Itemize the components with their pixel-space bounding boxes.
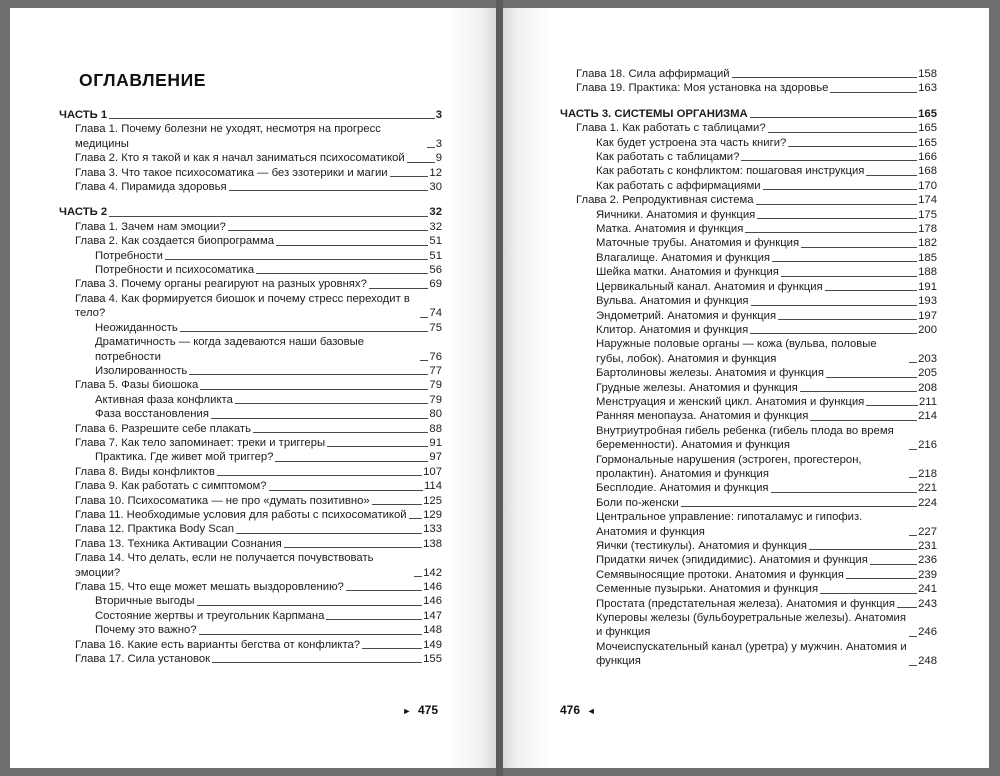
toc-entry-page: 9 bbox=[435, 152, 442, 165]
toc-entry bbox=[560, 640, 937, 669]
toc-entry-page: 165 bbox=[918, 107, 937, 120]
toc-entry bbox=[59, 321, 442, 335]
toc-entry-page: 203 bbox=[918, 352, 937, 365]
toc-entry bbox=[560, 366, 937, 380]
toc-entry bbox=[59, 335, 442, 364]
toc-entry-page: 165 bbox=[918, 136, 937, 149]
leader-line bbox=[109, 118, 435, 119]
toc-entry-page: 51 bbox=[429, 235, 442, 248]
toc-entry bbox=[59, 249, 442, 263]
toc-entry-title: ЧАСТЬ 2 bbox=[59, 206, 108, 219]
leader-line bbox=[820, 593, 917, 594]
toc-entry bbox=[560, 208, 937, 222]
toc-entry-title: Драматичность — когда задеваются наши базовые потребности bbox=[95, 336, 364, 363]
toc-entry bbox=[560, 337, 937, 366]
toc-entry-page: 174 bbox=[918, 194, 937, 207]
leader-line bbox=[420, 317, 428, 318]
toc-entry bbox=[59, 479, 442, 493]
toc-entry-page: 200 bbox=[918, 323, 937, 336]
toc-entry-title: Внутриутробная гибель ребенка (гибель плода во время беременности). Анатомия и функция bbox=[596, 424, 894, 452]
toc-entry-title: Глава 1. Почему болезни не уходят, несмотря на прогресс медицины bbox=[75, 123, 381, 150]
leader-line bbox=[778, 319, 917, 320]
leader-line bbox=[253, 432, 428, 433]
toc-entry bbox=[59, 494, 442, 508]
leader-line bbox=[372, 504, 422, 505]
toc-entry bbox=[59, 638, 442, 652]
toc-entry bbox=[560, 236, 937, 250]
toc-entry bbox=[560, 265, 937, 279]
toc-entry bbox=[59, 277, 442, 291]
leader-line bbox=[830, 92, 917, 93]
toc-entry-title: Как будет устроена эта часть книги? bbox=[596, 136, 787, 149]
toc-entry-page: 231 bbox=[918, 540, 937, 552]
toc-entry-title: Боли по-женски bbox=[596, 496, 679, 509]
toc-entry-page: 155 bbox=[423, 653, 442, 666]
toc-entry-title: Глава 1. Как работать с таблицами? bbox=[576, 122, 766, 135]
toc-entry-title: Менструация и женский цикл. Анатомия и функция bbox=[596, 395, 865, 408]
toc-entry bbox=[59, 393, 442, 407]
toc-entry-title: Эндометрий. Анатомия и функция bbox=[596, 309, 777, 322]
leader-line bbox=[771, 492, 918, 493]
toc-entry bbox=[560, 323, 937, 337]
toc-entry-page: 182 bbox=[918, 237, 937, 250]
toc-entry-title: Бесплодие. Анатомия и функция bbox=[596, 482, 769, 495]
leader-line bbox=[369, 288, 429, 289]
toc-entry-page: 178 bbox=[918, 223, 937, 236]
toc-entry-page: 166 bbox=[918, 151, 937, 164]
toc-entry-page: 197 bbox=[918, 309, 937, 322]
toc-entry-page: 236 bbox=[918, 554, 937, 567]
leader-line bbox=[189, 374, 428, 375]
toc-entry-title: Глава 14. Что делать, если не получается почувствовать эмоции? bbox=[75, 552, 374, 579]
toc-entry-title: Вульва. Анатомия и функция bbox=[596, 295, 749, 308]
toc-entry-title: Бартолиновы железы. Анатомия и функция bbox=[596, 367, 824, 380]
toc-entry-page: 77 bbox=[429, 364, 442, 377]
toc-entry bbox=[560, 568, 937, 582]
leader-line bbox=[420, 360, 428, 361]
leader-line bbox=[269, 490, 423, 491]
toc-entry-title: Придатки яичек (эпидидимис). Анатомия и функция bbox=[596, 554, 868, 567]
leader-line bbox=[909, 477, 917, 478]
toc-entry-page: 133 bbox=[423, 523, 442, 536]
toc-entry-title: Матка. Анатомия и функция bbox=[596, 223, 744, 236]
toc-entry-page: 75 bbox=[429, 321, 442, 334]
toc-entry-page: 208 bbox=[918, 381, 937, 394]
toc-entry-title: Куперовы железы (бульбоуретральные железы). Анатомия и функция bbox=[596, 612, 906, 639]
folio-arrow-left-icon: ◄ bbox=[586, 706, 596, 716]
leader-line bbox=[745, 232, 917, 233]
leader-line bbox=[788, 146, 917, 147]
toc-entry-title: ЧАСТЬ 1 bbox=[59, 109, 108, 121]
page-title: ОГЛАВЛЕНИЕ bbox=[79, 70, 207, 90]
leader-line bbox=[846, 578, 917, 579]
toc-entry-page: 168 bbox=[918, 165, 937, 178]
leader-line bbox=[809, 549, 917, 550]
toc-entry-page: 239 bbox=[918, 568, 937, 581]
toc-entry-title: Активная фаза конфликта bbox=[95, 393, 233, 406]
toc-entry-title: Глава 18. Сила аффирмаций bbox=[576, 68, 730, 80]
leader-line bbox=[284, 547, 422, 548]
toc-entry-title: Семенные пузырьки. Анатомия и функция bbox=[596, 583, 819, 596]
toc-entry bbox=[560, 280, 937, 294]
leader-line bbox=[165, 259, 429, 260]
toc-entry bbox=[59, 652, 442, 666]
toc-entry-title: Потребности bbox=[95, 249, 163, 262]
leader-line bbox=[756, 204, 918, 205]
toc-entry-page: 170 bbox=[918, 179, 937, 192]
folio-number: 476 bbox=[560, 703, 581, 717]
leader-line bbox=[681, 506, 918, 507]
toc-entry-title: Глава 3. Что такое психосоматика — без эзотерики и магии bbox=[75, 166, 388, 179]
toc-entry bbox=[560, 294, 937, 308]
leader-line bbox=[346, 590, 422, 591]
folio-number: 475 bbox=[417, 703, 438, 717]
toc-entry-title: Глава 13. Техника Активации Сознания bbox=[75, 537, 282, 550]
toc-entry-title: Глава 7. Как тело запоминает: треки и триггеры bbox=[75, 436, 326, 449]
toc-part-heading bbox=[560, 107, 937, 121]
leader-line bbox=[825, 290, 917, 291]
toc-entry-title: Глава 6. Разрешите себе плакать bbox=[75, 422, 251, 435]
toc-entry bbox=[59, 234, 442, 248]
leader-line bbox=[751, 305, 918, 306]
leader-line bbox=[109, 216, 428, 217]
leader-line bbox=[897, 607, 917, 608]
toc-entry-page: 246 bbox=[918, 626, 937, 639]
leader-line bbox=[229, 190, 429, 191]
leader-line bbox=[909, 535, 917, 536]
toc-entry-page: 80 bbox=[429, 408, 442, 421]
leader-line bbox=[732, 77, 918, 78]
leader-line bbox=[362, 648, 422, 649]
leader-line bbox=[256, 273, 428, 274]
toc-entry-page: 97 bbox=[429, 451, 442, 464]
toc-entry-title: Глава 9. Как работать с симптомом? bbox=[75, 480, 267, 493]
toc-entry-title: Состояние жертвы и треугольник Карпмана bbox=[95, 609, 325, 622]
toc-list-left bbox=[59, 108, 442, 666]
toc-entry bbox=[59, 450, 442, 464]
toc-entry-page: 148 bbox=[423, 624, 442, 637]
toc-entry-title: Яички (тестикулы). Анатомия и функция bbox=[596, 540, 808, 552]
toc-entry-title: Цервикальный канал. Анатомия и функция bbox=[596, 280, 823, 293]
toc-entry-page: 91 bbox=[429, 436, 442, 449]
toc-entry bbox=[560, 81, 937, 95]
toc-entry bbox=[560, 582, 937, 596]
toc-entry-page: 30 bbox=[429, 181, 442, 194]
toc-entry-page: 191 bbox=[918, 280, 937, 293]
toc-entry bbox=[59, 180, 442, 194]
toc-entry-page: 12 bbox=[429, 166, 442, 179]
left-page bbox=[10, 8, 496, 768]
toc-entry-title: Как работать с аффирмациями bbox=[596, 179, 761, 192]
toc-entry-title: Простата (предстательная железа). Анатомия и функция bbox=[596, 597, 896, 610]
toc-entry-title: Глава 2. Кто я такой и как я начал заниматься психосоматикой bbox=[75, 152, 405, 165]
toc-entry-page: 69 bbox=[429, 278, 442, 291]
toc-entry bbox=[560, 179, 937, 193]
toc-entry-title: Глава 4. Пирамида здоровья bbox=[75, 181, 227, 194]
toc-entry-page: 146 bbox=[423, 581, 442, 593]
toc-entry bbox=[560, 164, 937, 178]
toc-entry-title: Глава 4. Как формируется биошок и почему стресс переходит в тело? bbox=[75, 292, 410, 320]
leader-line bbox=[801, 247, 917, 248]
toc-entry bbox=[560, 136, 937, 150]
toc-entry-title: Глава 3. Почему органы реагируют на разных уровнях? bbox=[75, 278, 367, 291]
leader-line bbox=[326, 619, 422, 620]
toc-entry-page: 51 bbox=[429, 249, 442, 262]
leader-line bbox=[409, 518, 423, 519]
toc-entry-page: 243 bbox=[918, 597, 937, 610]
toc-entry-title: Ранняя менопауза. Анатомия и функция bbox=[596, 410, 809, 423]
toc-entry-page: 3 bbox=[435, 109, 442, 121]
toc-entry bbox=[560, 309, 937, 323]
toc-entry-page: 147 bbox=[423, 609, 442, 622]
toc-entry-title: Центральное управление: гипоталамус и гипофиз. Анатомия и функция bbox=[596, 511, 863, 538]
toc-entry-title: Грудные железы. Анатомия и функция bbox=[596, 381, 798, 394]
toc-entry bbox=[59, 609, 442, 623]
toc-entry-title: ЧАСТЬ 3. СИСТЕМЫ ОРГАНИЗМА bbox=[560, 107, 748, 120]
toc-entry bbox=[59, 436, 442, 450]
toc-entry bbox=[560, 453, 937, 482]
toc-entry bbox=[560, 150, 937, 164]
leader-line bbox=[826, 377, 917, 378]
toc-entry bbox=[59, 508, 442, 522]
leader-line bbox=[800, 391, 917, 392]
toc-entry bbox=[59, 151, 442, 165]
leader-line bbox=[212, 662, 422, 663]
leader-line bbox=[217, 475, 422, 476]
toc-entry-title: Фаза восстановления bbox=[95, 408, 209, 421]
toc-entry-title: Глава 10. Психосоматика — не про «думать позитивно» bbox=[75, 494, 370, 507]
toc-entry-page: 224 bbox=[918, 496, 937, 509]
toc-entry bbox=[560, 409, 937, 423]
toc-entry-page: 142 bbox=[423, 566, 442, 579]
leader-line bbox=[276, 245, 428, 246]
toc-part-heading bbox=[59, 205, 442, 219]
leader-line bbox=[866, 405, 918, 406]
toc-entry-page: 158 bbox=[918, 68, 937, 80]
toc-entry-page: 193 bbox=[918, 295, 937, 308]
toc-entry-title: Глава 8. Виды конфликтов bbox=[75, 465, 215, 478]
leader-line bbox=[200, 389, 428, 390]
toc-entry-page: 74 bbox=[429, 307, 442, 320]
leader-line bbox=[768, 132, 918, 133]
toc-entry-title: Вторичные выгоды bbox=[95, 595, 195, 608]
leader-line bbox=[909, 636, 917, 637]
toc-entry-title: Глава 19. Практика: Моя установка на здоровье bbox=[576, 82, 829, 95]
toc-entry-page: 88 bbox=[429, 422, 442, 435]
right-page bbox=[503, 8, 989, 768]
toc-entry-title: Влагалище. Анатомия и функция bbox=[596, 251, 771, 264]
toc-entry bbox=[59, 220, 442, 234]
toc-entry-title: Глава 16. Какие есть варианты бегства от конфликта? bbox=[75, 638, 361, 651]
leader-line bbox=[909, 362, 917, 363]
leader-line bbox=[909, 449, 917, 450]
leader-line bbox=[750, 333, 917, 334]
toc-part-heading bbox=[59, 108, 442, 122]
toc-entry bbox=[560, 222, 937, 236]
toc-entry bbox=[59, 166, 442, 180]
toc-entry-page: 129 bbox=[423, 508, 442, 521]
toc-entry-title: Гормональные нарушения (эстроген, прогестерон, пролактин). Анатомия и функция bbox=[596, 453, 862, 480]
leader-line bbox=[197, 605, 423, 606]
toc-entry-page: 114 bbox=[423, 480, 442, 493]
toc-entry-page: 79 bbox=[429, 379, 442, 392]
toc-entry-page: 211 bbox=[918, 395, 937, 408]
leader-line bbox=[763, 189, 918, 190]
toc-entry-page: 188 bbox=[918, 266, 937, 279]
toc-entry-title: Яичники. Анатомия и функция bbox=[596, 208, 756, 221]
toc-entry bbox=[59, 378, 442, 392]
toc-entry-title: Почему это важно? bbox=[95, 624, 197, 637]
toc-entry-title: Наружные половые органы — кожа (вульва, половые губы, лобок). Анатомия и функция bbox=[596, 338, 877, 365]
toc-entry-title: Практика. Где живет мой триггер? bbox=[95, 451, 274, 464]
toc-entry bbox=[560, 121, 937, 135]
leader-line bbox=[414, 576, 422, 577]
toc-entry bbox=[560, 193, 937, 207]
toc-entry bbox=[59, 551, 442, 580]
toc-entry-page: 218 bbox=[918, 467, 937, 480]
toc-entry bbox=[560, 611, 937, 640]
toc-entry-page: 125 bbox=[423, 494, 442, 507]
toc-entry-page: 138 bbox=[423, 537, 442, 550]
leader-line bbox=[235, 403, 429, 404]
toc-entry-page: 146 bbox=[423, 595, 442, 608]
toc-entry bbox=[59, 407, 442, 421]
leader-line bbox=[327, 446, 428, 447]
toc-entry bbox=[560, 496, 937, 510]
toc-entry bbox=[560, 424, 937, 453]
toc-entry bbox=[59, 465, 442, 479]
toc-entry bbox=[560, 553, 937, 567]
toc-entry-page: 3 bbox=[435, 137, 442, 150]
toc-entry-page: 56 bbox=[429, 264, 442, 277]
toc-entry-title: Глава 12. Практика Body Scan bbox=[75, 523, 234, 536]
toc-entry-page: 107 bbox=[423, 465, 442, 478]
toc-entry bbox=[560, 251, 937, 265]
toc-entry bbox=[59, 364, 442, 378]
toc-entry-title: Глава 17. Сила установок bbox=[75, 653, 211, 666]
toc-entry-title: Глава 2. Как создается биопрограмма bbox=[75, 235, 275, 248]
leader-line bbox=[427, 147, 435, 148]
toc-entry-page: 205 bbox=[918, 367, 937, 380]
page-number-right bbox=[560, 703, 596, 717]
toc-entry bbox=[560, 539, 937, 553]
leader-line bbox=[741, 160, 917, 161]
leader-line bbox=[228, 230, 429, 231]
toc-entry-page: 79 bbox=[429, 393, 442, 406]
toc-entry-page: 165 bbox=[918, 122, 937, 135]
toc-entry bbox=[59, 623, 442, 637]
leader-line bbox=[199, 634, 423, 635]
toc-entry-title: Шейка матки. Анатомия и функция bbox=[596, 266, 779, 279]
toc-entry bbox=[59, 580, 442, 594]
toc-entry-title: Семявыносящие протоки. Анатомия и функция bbox=[596, 568, 844, 581]
leader-line bbox=[772, 261, 917, 262]
toc-entry-title: Мочеиспускательный канал (уретра) у мужчин. Анатомия и функция bbox=[596, 640, 907, 668]
toc-entry-title: Изолированность bbox=[95, 364, 188, 377]
leader-line bbox=[407, 162, 435, 163]
toc-entry-title: Глава 15. Что еще может мешать выздоровлению? bbox=[75, 581, 344, 593]
toc-entry-page: 216 bbox=[918, 439, 937, 452]
page-number-left bbox=[402, 703, 438, 717]
toc-entry-page: 76 bbox=[429, 350, 442, 363]
leader-line bbox=[390, 176, 429, 177]
toc-entry-title: Как работать с таблицами? bbox=[596, 151, 740, 164]
leader-line bbox=[275, 461, 428, 462]
leader-line bbox=[757, 218, 917, 219]
toc-entry-title: Глава 5. Фазы биошока bbox=[75, 379, 199, 392]
toc-entry-page: 248 bbox=[918, 655, 937, 668]
toc-entry bbox=[59, 263, 442, 277]
toc-entry-title: Неожиданность bbox=[95, 321, 178, 334]
toc-entry-page: 175 bbox=[918, 208, 937, 221]
toc-entry bbox=[59, 594, 442, 608]
leader-line bbox=[909, 665, 917, 666]
toc-entry-title: Как работать с конфликтом: пошаговая инструкция bbox=[596, 165, 865, 178]
toc-entry bbox=[560, 481, 937, 495]
toc-entry bbox=[560, 395, 937, 409]
leader-line bbox=[870, 564, 917, 565]
toc-entry-page: 221 bbox=[918, 482, 937, 495]
toc-entry bbox=[560, 67, 937, 81]
toc-entry-title: Глава 1. Зачем нам эмоции? bbox=[75, 220, 226, 233]
leader-line bbox=[781, 276, 917, 277]
toc-entry-page: 185 bbox=[918, 251, 937, 264]
toc-entry-page: 163 bbox=[918, 82, 937, 95]
toc-entry bbox=[59, 292, 442, 321]
leader-line bbox=[866, 175, 917, 176]
toc-entry-page: 214 bbox=[918, 410, 937, 423]
leader-line bbox=[180, 331, 429, 332]
toc-entry-title: Потребности и психосоматика bbox=[95, 264, 255, 277]
toc-entry bbox=[59, 122, 442, 151]
toc-entry-title: Глава 11. Необходимые условия для работы с психосоматикой bbox=[75, 508, 407, 521]
leader-line bbox=[211, 418, 428, 419]
toc-entry bbox=[560, 510, 937, 539]
toc-entry-title: Глава 2. Репродуктивная система bbox=[576, 194, 754, 207]
toc-entry-page: 32 bbox=[429, 206, 442, 219]
toc-entry-page: 32 bbox=[429, 220, 442, 233]
leader-line bbox=[750, 117, 917, 118]
toc-entry bbox=[560, 381, 937, 395]
toc-list-right bbox=[560, 67, 937, 669]
toc-entry bbox=[560, 597, 937, 611]
toc-entry-page: 149 bbox=[423, 638, 442, 651]
toc-entry-page: 227 bbox=[918, 525, 937, 538]
toc-entry bbox=[59, 537, 442, 551]
folio-arrow-right-icon: ► bbox=[402, 706, 412, 716]
book-gutter bbox=[496, 0, 503, 776]
toc-entry bbox=[59, 422, 442, 436]
toc-entry-page: 241 bbox=[918, 583, 937, 596]
toc-entry-title: Клитор. Анатомия и функция bbox=[596, 323, 749, 336]
toc-entry bbox=[59, 522, 442, 536]
leader-line bbox=[236, 533, 422, 534]
toc-entry-title: Маточные трубы. Анатомия и функция bbox=[596, 237, 800, 250]
leader-line bbox=[810, 420, 917, 421]
